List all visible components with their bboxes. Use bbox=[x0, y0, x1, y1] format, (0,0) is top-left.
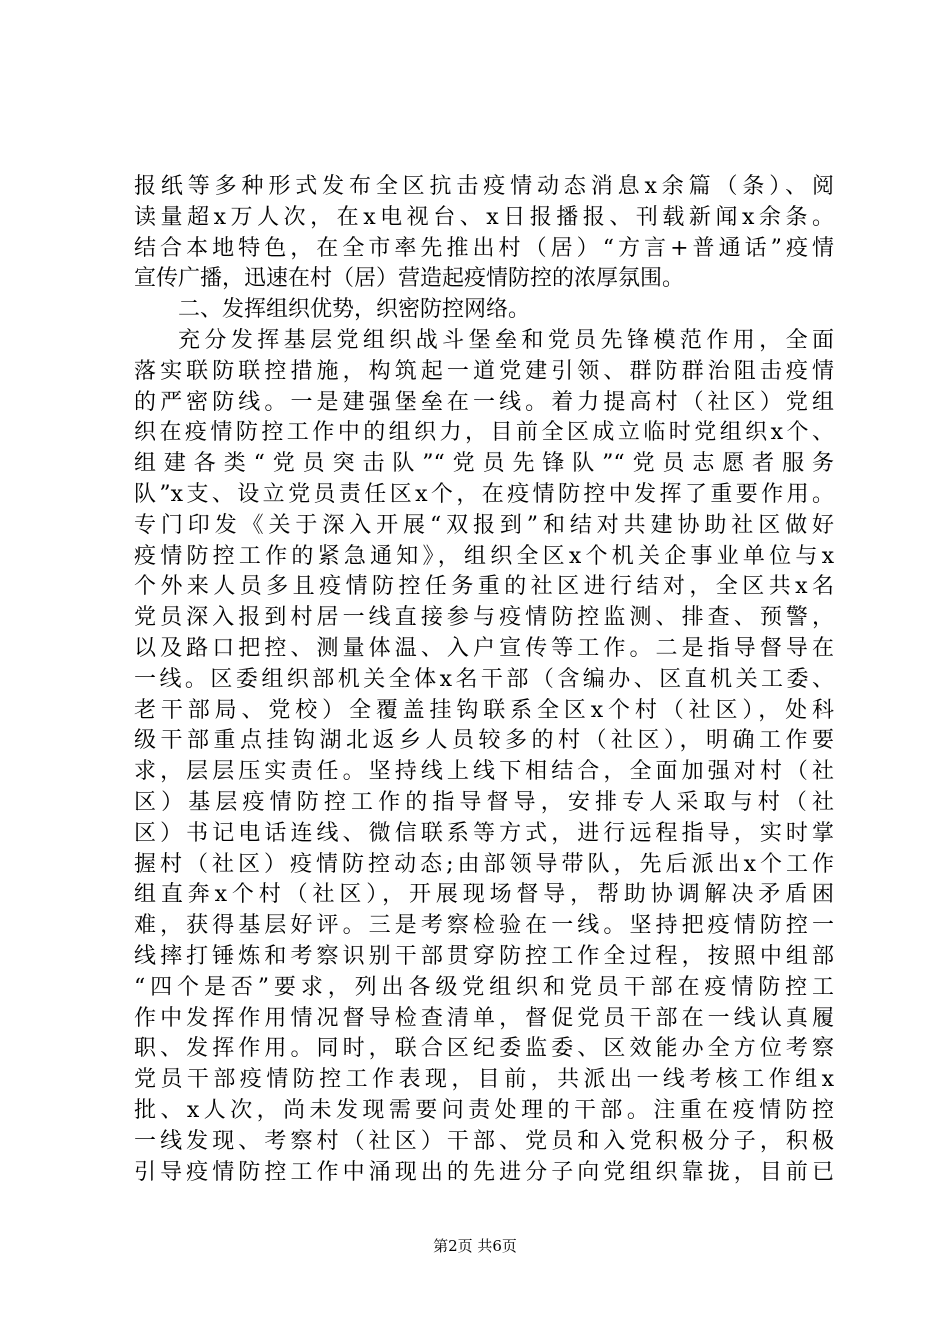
text-line: 作中发挥作用情况督导检查清单，督促党员干部在一线认真履 bbox=[134, 1005, 834, 1031]
text-line: 专门印发《关于深入开展“双报到”和结对共建协助社区做好 bbox=[134, 512, 834, 538]
text-line: 结合本地特色，在全市率先推出村（居）“方言+普通话”疫情 bbox=[134, 235, 834, 261]
text-line: 的严密防线。一是建强堡垒在一线。着力提高村（社区）党组 bbox=[134, 389, 834, 415]
text-line: 职、发挥作用。同时，联合区纪委监委、区效能办全方位考察 bbox=[134, 1036, 834, 1062]
text-line: 一线发现、考察村（社区）干部、党员和入党积极分子，积极 bbox=[134, 1128, 834, 1154]
text-line: 以及路口把控、测量体温、入户宣传等工作。二是指导督导在 bbox=[134, 635, 834, 661]
text-line: 批、x人次，尚未发现需要问责处理的干部。注重在疫情防控 bbox=[134, 1097, 834, 1123]
text-line: 难，获得基层好评。三是考察检验在一线。坚持把疫情防控一 bbox=[134, 913, 834, 939]
text-line: 级干部重点挂钩湖北返乡人员较多的村（社区），明确工作要 bbox=[134, 728, 834, 754]
text-line: 充分发挥基层党组织战斗堡垒和党员先锋模范作用，全面 bbox=[178, 327, 834, 353]
text-line: 落实联防联控措施，构筑起一道党建引领、群防群治阻击疫情 bbox=[134, 358, 834, 384]
text-line: 报纸等多种形式发布全区抗击疫情动态消息x余篇（条）、阅 bbox=[134, 174, 834, 199]
text-line: 织在疫情防控工作中的组织力，目前全区成立临时党组织x个、 bbox=[134, 420, 834, 446]
page-number-footer: 第2页 共6页 bbox=[433, 1237, 517, 1255]
text-line: 组直奔x个村（社区），开展现场督导，帮助协调解决矛盾困 bbox=[134, 882, 834, 908]
text-line: 宣传广播，迅速在村（居）营造起疫情防控的浓厚氛围。 bbox=[134, 266, 685, 292]
text-line: 老干部局、党校）全覆盖挂钩联系全区x个村（社区），处科 bbox=[134, 697, 834, 723]
text-line: 疫情防控工作的紧急通知》，组织全区x个机关企事业单位与x bbox=[134, 543, 834, 569]
text-line: 党员干部疫情防控工作表现，目前，共派出一线考核工作组x bbox=[134, 1067, 834, 1093]
text-line: 个外来人员多且疫情防控任务重的社区进行结对，全区共x名 bbox=[134, 574, 834, 600]
text-line: “四个是否”要求，列出各级党组织和党员干部在疫情防控工 bbox=[134, 974, 834, 1000]
text-line: 引导疫情防控工作中涌现出的先进分子向党组织靠拢，目前已 bbox=[134, 1159, 834, 1185]
text-line: 一线。区委组织部机关全体x名干部（含编办、区直机关工委、 bbox=[134, 666, 834, 692]
text-line: 队”x支、设立党员责任区x个，在疫情防控中发挥了重要作用。 bbox=[134, 481, 834, 507]
text-line: 区）书记电话连线、微信联系等方式，进行远程指导，实时掌 bbox=[134, 820, 834, 846]
text-line: 读量超x万人次，在x电视台、x日报播报、刊载新闻x余条。 bbox=[134, 204, 834, 230]
text-line: 求，层层压实责任。坚持线上线下相结合，全面加强对村（社 bbox=[134, 759, 834, 785]
text-line: 区）基层疫情防控工作的指导督导，安排专人采取与村（社 bbox=[134, 789, 834, 815]
text-line: 党员深入报到村居一线直接参与疫情防控监测、排查、预警， bbox=[134, 605, 834, 631]
text-line: 二、发挥组织优势，织密防控网络。 bbox=[178, 297, 531, 323]
document-body bbox=[134, 172, 834, 1188]
text-line: 线摔打锤炼和考察识别干部贯穿防控工作全过程，按照中组部 bbox=[134, 943, 834, 969]
text-line: 组建各类“党员突击队”“党员先锋队”“党员志愿者服务 bbox=[134, 451, 834, 477]
text-line: 握村（社区）疫情防控动态;由部领导带队，先后派出x个工作 bbox=[134, 851, 834, 877]
